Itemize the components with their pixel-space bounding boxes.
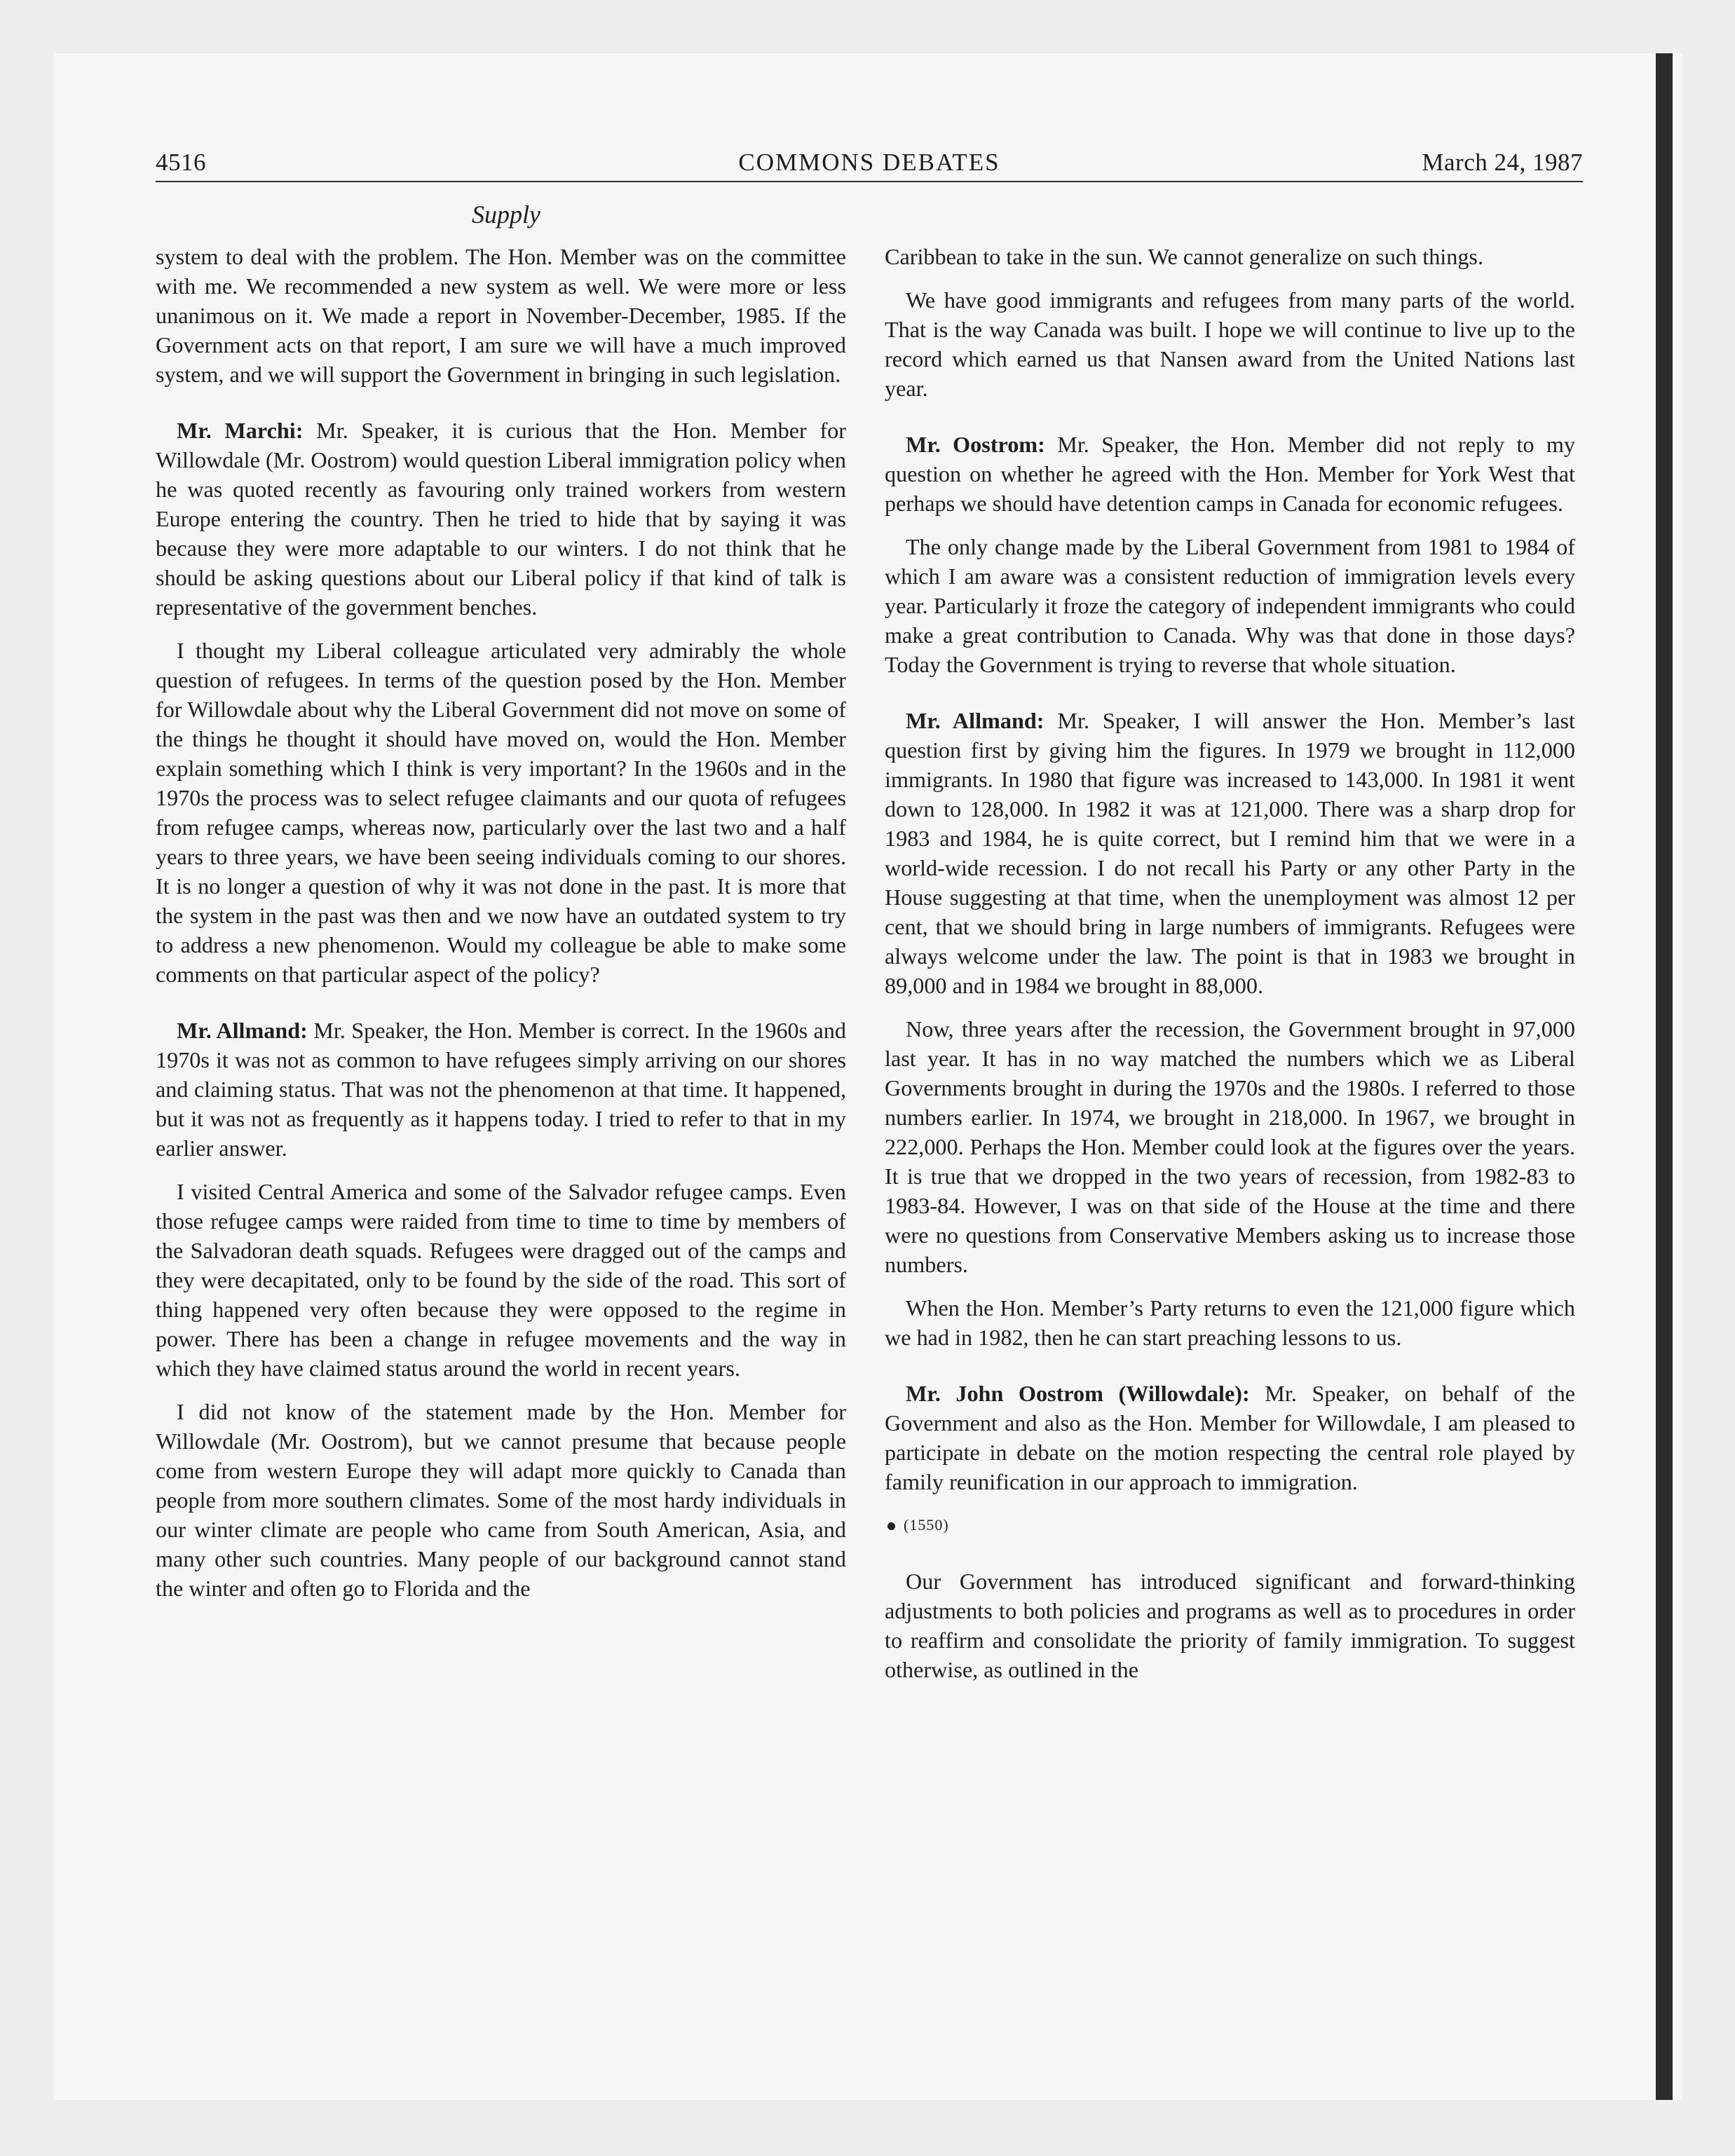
- paragraph: I thought my Liberal colleague articulated very admirably the whole question of refugees. In terms of the question posed by the Hon. Member for Willowdale about why the Liberal Government did not move on some of the things he thought it should have moved on, would the Hon. Member explain something which I think is very important? In the 1960s and in the 1970s the process was to select refugee claimants and our quota of refugees from refugee camps, whereas now, particularly over the last two and a half years to three years, we have been seeing individuals coming to our shores. It is no longer a question of why it was not done in the past. It is more that the system in the past was then and we now have an outdated system to try to address a new phenomenon. Would my colleague be able to make some comments on that particular aspect of the policy?: [156, 638, 846, 987]
- speech-text: Mr. Speaker, the Hon. Member is correct. In the 1960s and 1970s it was not as common to have refugees simply arriving on our shores and claiming status. That was not the phenomenon at that time. It happened, but it was not as frequently as it happens today. I tried to refer to that in my earlier answer.: [156, 1018, 846, 1161]
- page-number: 4516: [156, 149, 206, 176]
- speech-text: Mr. Speaker, it is curious that the Hon. Member for Willowdale (Mr. Oostrom) would question Liberal immigration policy when he was quoted recently as favouring only trained workers from western Europe entering the country. Then he tried to hide that by saying it was because they were more adaptable to our winters. I do not think that he should be asking questions about our Liberal policy if that kind of talk is representative of the government benches.: [156, 418, 846, 620]
- paragraph: Now, three years after the recession, the Government brought in 97,000 last year. It has in no way matched the numbers which we as Liberal Governments brought in during the 1970s and the 1980s. I referred to those numbers earlier. In 1974, we brought in 218,000. In 1967, we brought in 222,000. Perhaps the Hon. Member could look at the figures over the years. It is true that we dropped in the two years of recession, from 1982-83 to 1983-84. However, I was on that side of the House at the time and there were no questions from Conservative Members asking us to increase those numbers.: [885, 1016, 1575, 1277]
- paragraph: system to deal with the problem. The Hon. Member was on the committee with me. We recommended a new system as well. We were more or less unanimous on it. We made a report in November-December, 1985. If the Government acts on that report, I am sure we will have a much improved system, and we will support the Government in bringing in such legislation.: [156, 244, 846, 387]
- time-stamp-text: (1550): [904, 1516, 949, 1534]
- scan-edge: [1656, 53, 1673, 2100]
- paragraph: [885, 706, 1575, 1000]
- speaker-name: Mr. Marchi:: [177, 418, 304, 443]
- left-column: [156, 242, 846, 1617]
- bullet-icon: [887, 1522, 895, 1530]
- paragraph: Our Government has introduced significant and forward-thinking adjustments to both policies and programs as well as to procedures in order to reaffirm and consolidate the priority of family immigration. To suggest otherwise, as outlined in the: [885, 1569, 1575, 1682]
- paragraph: The only change made by the Liberal Government from 1981 to 1984 of which I am aware was a consistent reduction of immigration levels every year. Particularly it froze the category of independent immigrants who could make a great contribution to Canada. Why was that done in those days? Today the Government is trying to reverse that whole situation.: [885, 534, 1575, 677]
- paragraph: [156, 1016, 846, 1163]
- paragraph: When the Hon. Member’s Party returns to even the 121,000 figure which we had in 1982, then he can start preaching lessons to us.: [885, 1295, 1575, 1350]
- speech-text: Mr. Speaker, on behalf of the Government and also as the Hon. Member for Willowdale, I am pleased to participate in debate on the motion respecting the central role played by family reunification in our approach to immigration.: [885, 1381, 1576, 1494]
- paragraph: We have good immigrants and refugees from many parts of the world. That is the way Canada was built. I hope we will continue to live up to the record which earned us that Nansen award from the United Nations last year.: [885, 287, 1575, 401]
- header-date: March 24, 1987: [1422, 149, 1583, 176]
- paragraph: I did not know of the statement made by the Hon. Member for Willowdale (Mr. Oostrom), but we cannot presume that because people come from western Europe they will adapt more quickly to Canada than people from more southern climates. Some of the most hardy individuals in our winter climate are people who came from South American, Asia, and many other such countries. Many people of our background cannot stand the winter and often go to Florida and the: [156, 1399, 846, 1601]
- speaker-name: Mr. Allmand:: [177, 1018, 308, 1043]
- time-stamp: [885, 1510, 1575, 1540]
- speech-text: Mr. Speaker, I will answer the Hon. Member’s last question first by giving him the figures. In 1979 we brought in 112,000 immigrants. In 1980 that figure was increased to 143,000. In 1981 it went down to 128,000. In 1982 it was at 121,000. There was a sharp drop for 1983 and 1984, he is quite correct, but I remind him that we were in a world-wide recession. I do not recall his Party or any other Party in the House suggesting at that time, when the unemployment was almost 12 per cent, that we should bring in large numbers of immigrants. Refugees were always welcome under the law. The point is that in 1983 we brought in 89,000 and in 1984 we brought in 88,000.: [885, 708, 1575, 998]
- speaker-name: Mr. Oostrom:: [906, 432, 1045, 457]
- section-title: Supply: [472, 200, 540, 228]
- speaker-name: Mr. Allmand:: [906, 708, 1045, 733]
- paragraph: [885, 430, 1575, 518]
- header-rule: [156, 181, 1583, 182]
- speech-text: Mr. Speaker, the Hon. Member did not reply to my question on whether he agreed with the Hon. Member for York West that perhaps we should have detention camps in Canada for economic refugees.: [885, 432, 1575, 516]
- paragraph: [156, 416, 846, 622]
- publication-title: COMMONS DEBATES: [738, 149, 1000, 176]
- paragraph: Caribbean to take in the sun. We cannot generalize on such things.: [885, 244, 1484, 269]
- right-column: [885, 242, 1575, 1698]
- paragraph: [885, 1379, 1575, 1496]
- paragraph: I visited Central America and some of the Salvador refugee camps. Even those refugee camps were raided from time to time to time by members of the Salvadoran death squads. Refugees were dragged out of the camps and they were decapitated, only to be found by the side of the road. This sort of thing happened very often because they were opposed to the regime in power. There has been a change in refugee movements and the way in which they have claimed status around the world in recent years.: [156, 1179, 846, 1381]
- speaker-name: Mr. John Oostrom (Willowdale):: [906, 1381, 1250, 1406]
